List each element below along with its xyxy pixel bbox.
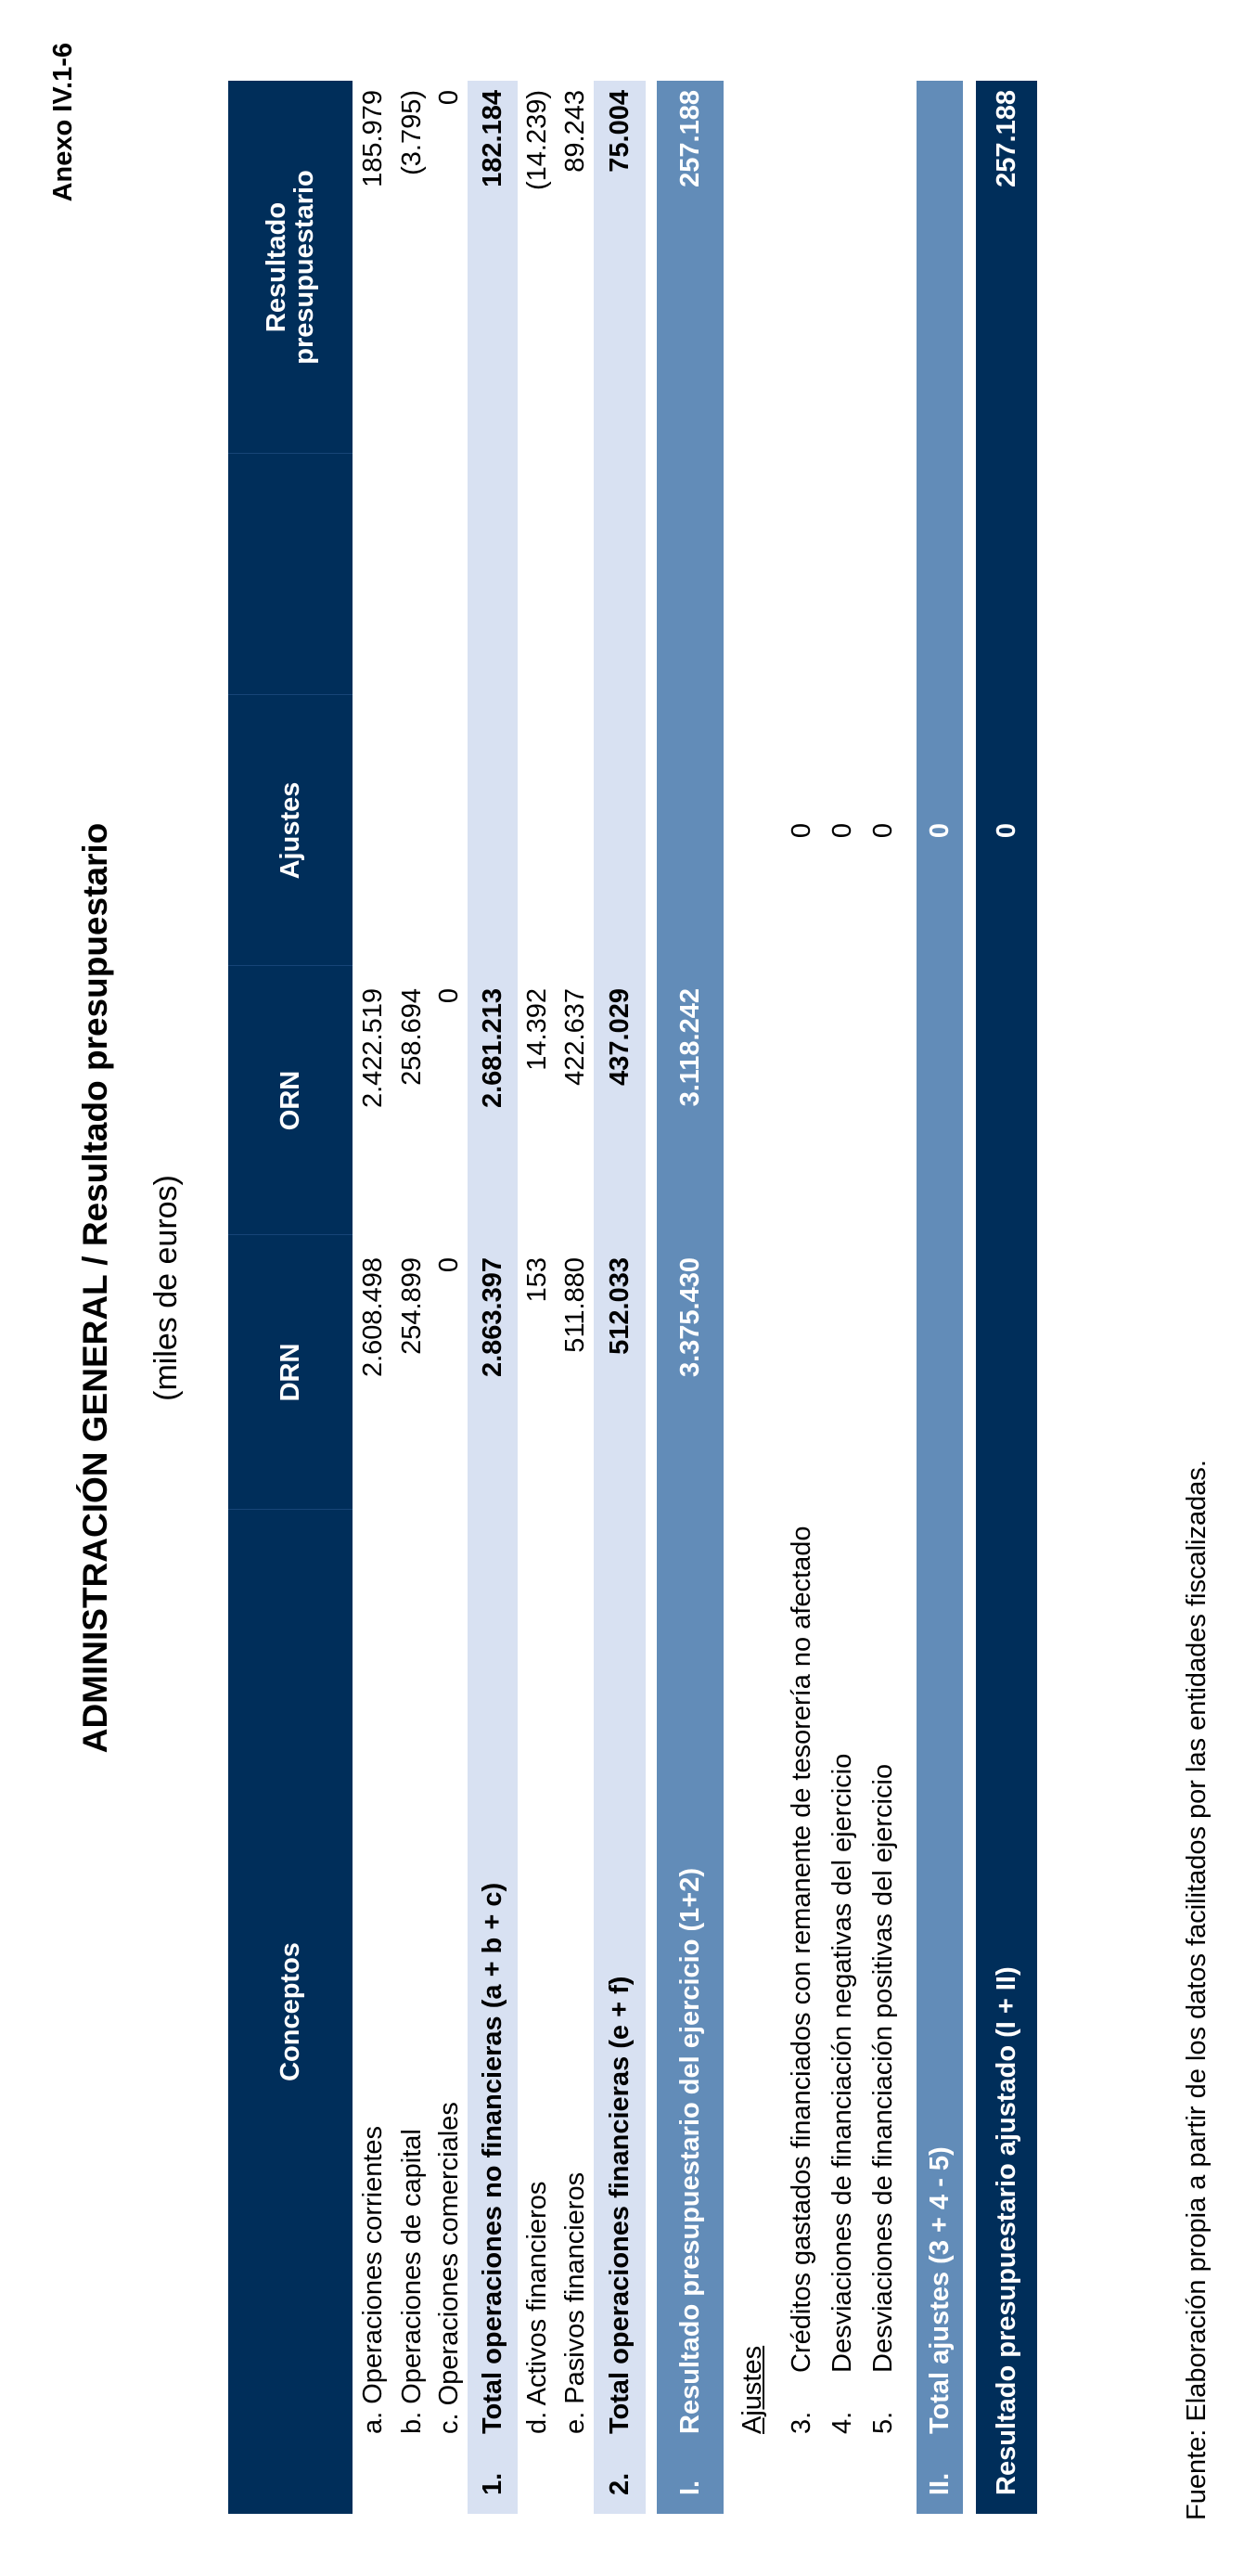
row-number: 2. xyxy=(604,2472,635,2495)
row-label xyxy=(917,1510,963,2514)
row-label-text: Total operaciones no financieras (a + b + c) xyxy=(477,1882,507,2434)
row-number: II. xyxy=(924,2472,955,2495)
row-label-text: Desviaciones de financiación positivas del ejercicio xyxy=(867,1763,898,2373)
row-label: e. Pasivos financieros xyxy=(559,2171,590,2434)
row-label-text: Resultado presupuestario del ejercicio (1+2) xyxy=(674,1867,705,2434)
row-drn: 2.608.498 xyxy=(357,1257,388,1378)
row-label xyxy=(657,1510,724,2514)
row-resultado: 89.243 xyxy=(559,90,590,173)
col-conceptos: Conceptos xyxy=(275,1942,305,2081)
row-number: I. xyxy=(674,2479,705,2495)
row-label-text: Total ajustes (3 + 4 - 5) xyxy=(924,2146,955,2434)
row-label-text: Total operaciones financieras (e + f) xyxy=(604,1976,635,2434)
row-resultado: (14.239) xyxy=(521,90,552,191)
row-number: 3. xyxy=(786,2411,816,2434)
row-resultado: 257.188 xyxy=(991,90,1021,187)
source-footnote: Fuente: Elaboración propia a partir de los datos facilitados por las entidades fiscalizadas. xyxy=(1182,1460,1212,2520)
row-label-text: Desviaciones de financiación negativas del ejercicio xyxy=(827,1753,857,2373)
row-drn: 2.863.397 xyxy=(477,1257,507,1378)
page-title: ADMINISTRACIÓN GENERAL / Resultado presupuestario xyxy=(76,822,114,1754)
annex-label: Anexo IV.1-6 xyxy=(48,43,78,202)
row-drn: 0 xyxy=(433,1257,464,1273)
row-drn: 511.880 xyxy=(559,1257,590,1353)
table-row xyxy=(863,81,904,2514)
row-ajustes: 0 xyxy=(867,822,898,839)
row-ajustes: 0 xyxy=(827,822,857,839)
row-resultado: 0 xyxy=(433,90,464,106)
row-orn: 2.681.213 xyxy=(477,988,507,1109)
row-drn: 3.375.430 xyxy=(674,1257,705,1378)
col-drn: DRN xyxy=(275,1343,305,1402)
col-resultado-line2: presupuestario xyxy=(289,170,319,365)
table-row xyxy=(594,81,646,2514)
table-row xyxy=(393,81,430,2514)
table-header xyxy=(228,81,353,2514)
row-orn: 0 xyxy=(433,988,464,1004)
row-label: Resultado presupuestario ajustado (I + II) xyxy=(991,1966,1021,2495)
col-orn: ORN xyxy=(275,1070,305,1131)
table-row xyxy=(557,81,594,2514)
row-ajustes: 0 xyxy=(991,822,1021,839)
table-row xyxy=(518,81,557,2514)
row-resultado: 185.979 xyxy=(357,90,388,187)
row-resultado: (3.795) xyxy=(396,90,427,175)
row-number: 5. xyxy=(867,2411,898,2434)
table-row xyxy=(430,81,468,2514)
row-resultado: 75.004 xyxy=(604,90,635,173)
table-row xyxy=(822,81,863,2514)
row-orn: 2.422.519 xyxy=(357,988,388,1109)
row-label: d. Activos financieros xyxy=(521,2181,552,2434)
table-row xyxy=(781,81,822,2514)
row-resultado: 257.188 xyxy=(674,90,705,187)
row-orn: 3.118.242 xyxy=(674,988,705,1107)
row-drn: 153 xyxy=(521,1257,552,1303)
row-label: b. Operaciones de capital xyxy=(396,2129,427,2434)
row-label xyxy=(468,1510,518,2514)
row-drn: 254.899 xyxy=(396,1257,427,1355)
row-ajustes: 0 xyxy=(786,822,816,839)
row-label: a. Operaciones corrientes xyxy=(357,2125,388,2434)
row-label xyxy=(822,1510,863,2514)
row-resultado: 182.184 xyxy=(477,90,507,187)
col-ajustes: Ajustes xyxy=(275,781,305,880)
col-resultado-line1: Resultado xyxy=(262,201,291,333)
row-ajustes: 0 xyxy=(924,822,955,839)
row-drn: 512.033 xyxy=(604,1257,635,1355)
row-label xyxy=(781,1510,822,2514)
table-row xyxy=(917,81,963,2514)
section-ajustes xyxy=(724,81,781,2514)
row-orn: 437.029 xyxy=(604,988,635,1086)
table-row xyxy=(468,81,518,2514)
units-subtitle: (miles de euros) xyxy=(148,1175,184,1401)
table-row xyxy=(353,81,393,2514)
row-label xyxy=(594,1510,646,2514)
row-label xyxy=(863,1510,904,2514)
table-row xyxy=(657,81,724,2514)
table-row xyxy=(976,81,1037,2514)
section-title: Ajustes xyxy=(737,2345,767,2434)
row-orn: 422.637 xyxy=(559,988,590,1086)
row-label-text: Créditos gastados financiados con remanente de tesorería no afectado xyxy=(786,1526,816,2373)
col-resultado xyxy=(228,81,353,454)
row-number: 4. xyxy=(827,2411,857,2434)
row-orn: 14.392 xyxy=(521,988,552,1071)
row-number: 1. xyxy=(477,2472,507,2495)
row-label: c. Operaciones comerciales xyxy=(433,2102,464,2434)
row-orn: 258.694 xyxy=(396,988,427,1086)
